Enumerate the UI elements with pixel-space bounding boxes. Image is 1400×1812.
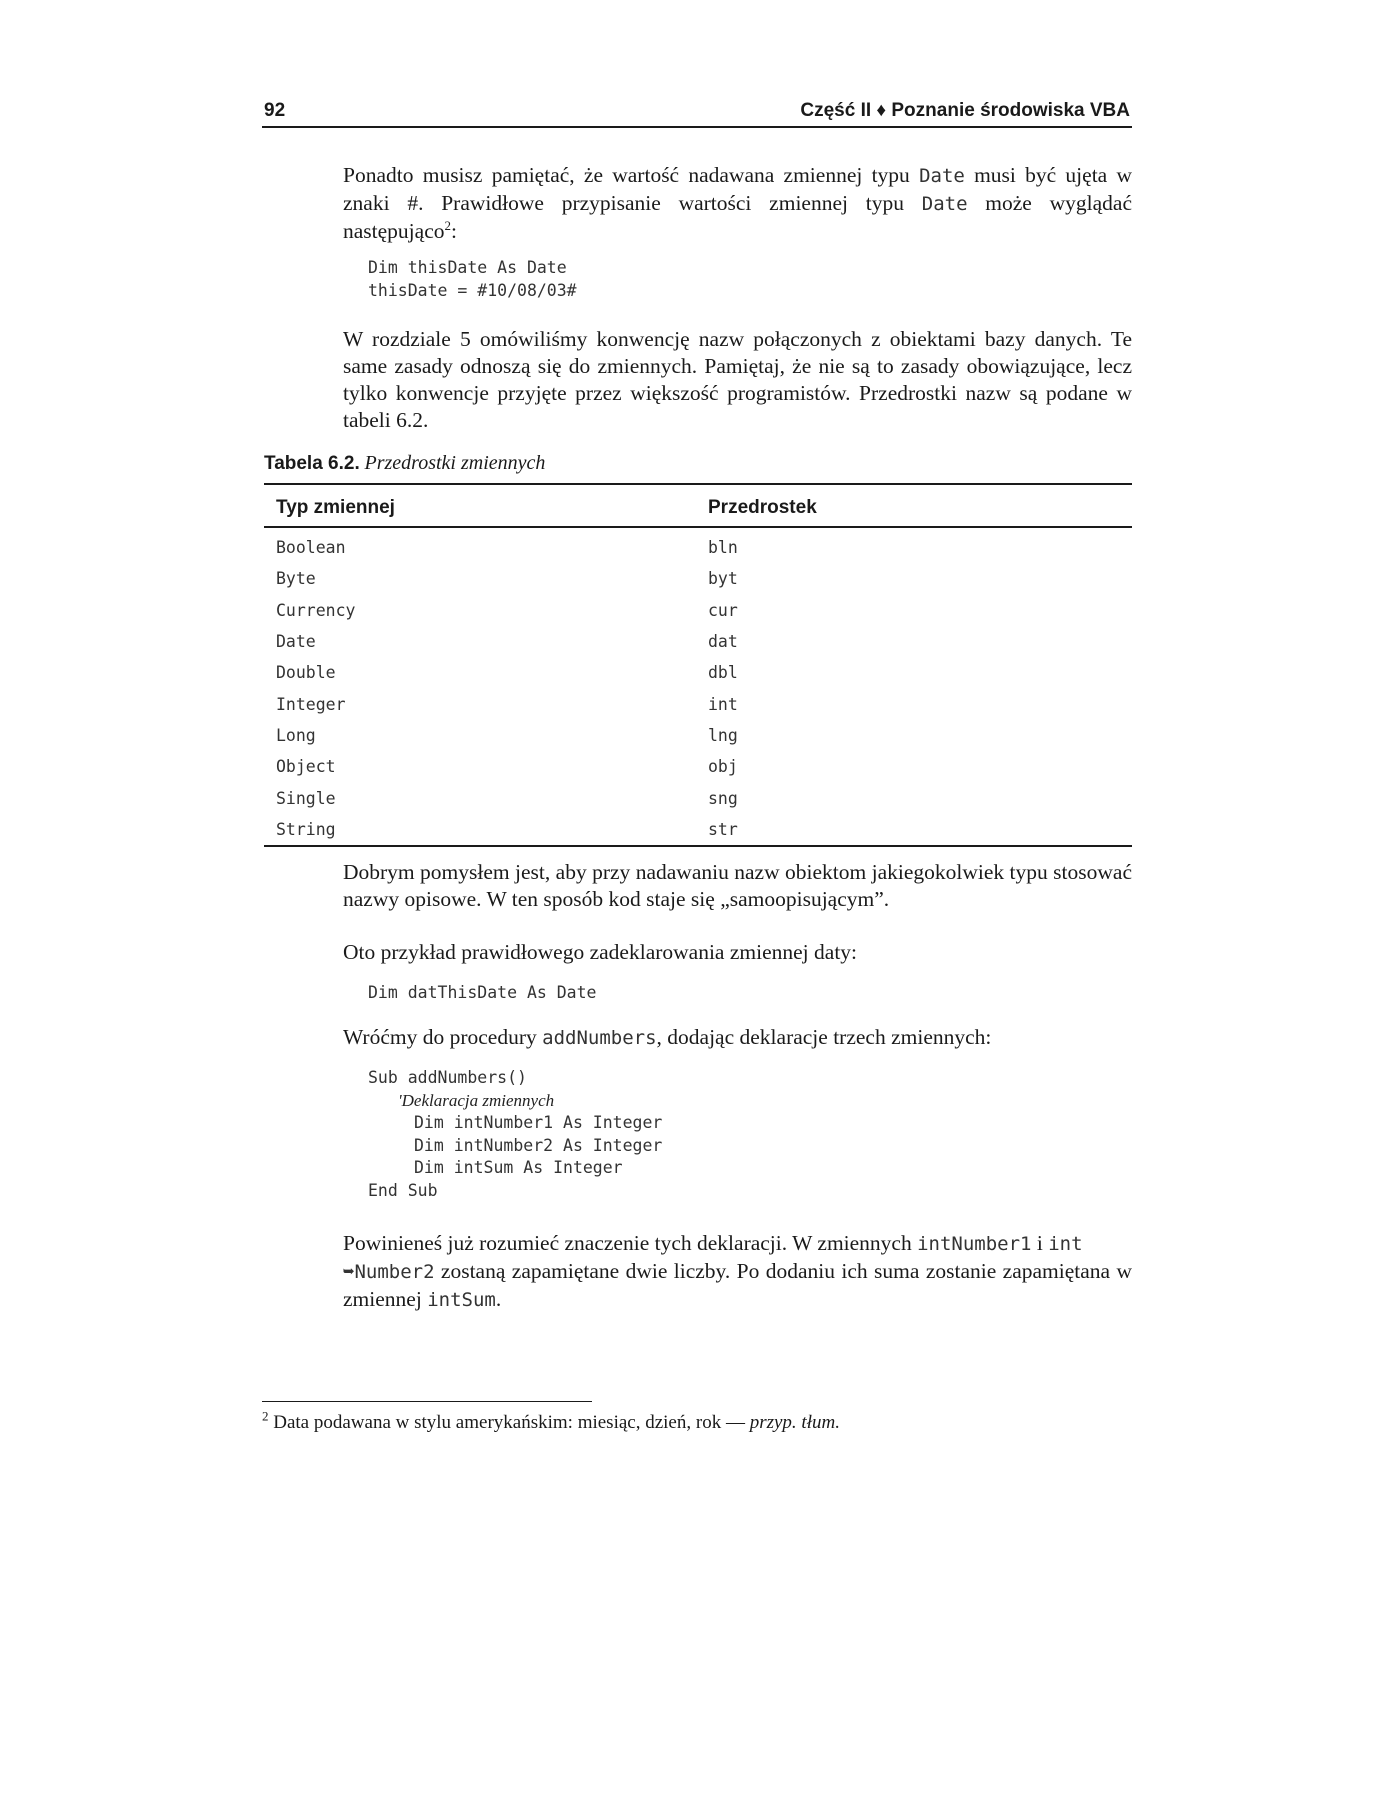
text-span: , dodając deklaracje trzech zmiennych: bbox=[656, 1025, 992, 1049]
inline-code: Date bbox=[921, 193, 968, 215]
footnote-text: Data podawana w stylu amerykańskim: miesiąc, dzień, rok — bbox=[268, 1412, 750, 1433]
table-caption bbox=[264, 452, 545, 475]
text-span: może wyglądać następująco bbox=[343, 191, 1132, 243]
cell-prefix: dbl bbox=[708, 663, 738, 683]
cell-type: Single bbox=[276, 788, 336, 808]
cell-type: Boolean bbox=[276, 538, 346, 558]
inline-code: intSum bbox=[427, 1289, 496, 1311]
paragraph-date-intro bbox=[343, 162, 1132, 245]
table-row bbox=[264, 720, 1132, 751]
column-header-type: Typ zmiennej bbox=[264, 484, 696, 527]
cell-prefix: cur bbox=[708, 600, 738, 620]
code-line: End Sub bbox=[368, 1180, 438, 1200]
paragraph-explanation bbox=[343, 1230, 1132, 1314]
column-header-prefix: Przedrostek bbox=[696, 484, 1132, 527]
inline-code: intNumber1 bbox=[917, 1233, 1032, 1255]
footnote-number: 2 bbox=[262, 1408, 269, 1424]
table-row bbox=[264, 814, 1132, 846]
paragraph-naming-convention: W rozdziale 5 omówiliśmy konwencję nazw połączonych z obiektami bazy danych. Te same zasady odnoszą się do zmiennych. Pamiętaj, że nie są to zasady obowiązujące, lecz tylko konwencje przyjęte przez większość programistów. Przedrostki nazw są podane w tabeli 6.2. bbox=[343, 327, 1132, 432]
text-span: Wróćmy do procedury bbox=[343, 1025, 543, 1049]
code-block-date bbox=[368, 257, 577, 302]
table-caption-title: Przedrostki zmiennych bbox=[364, 452, 546, 474]
line-continuation-icon: ➥ bbox=[343, 1261, 355, 1283]
text-span: Ponadto musisz pamiętać, że wartość nadawana zmiennej typu bbox=[343, 163, 920, 187]
footnote-divider bbox=[262, 1401, 592, 1402]
table-caption-label: Tabela 6.2. bbox=[264, 453, 360, 474]
prefix-table bbox=[264, 483, 1132, 847]
cell-type: Double bbox=[276, 663, 336, 683]
paragraph-descriptive-names: Dobrym pomysłem jest, aby przy nadawaniu nazw obiektom jakiegokolwiek typu stosować nazwy opisowe. W ten sposób kod staje się „samoopisującym”. bbox=[343, 860, 1132, 911]
cell-prefix: dat bbox=[708, 632, 738, 652]
cell-prefix: lng bbox=[708, 725, 738, 745]
table-row bbox=[264, 688, 1132, 719]
cell-prefix: bln bbox=[708, 538, 738, 558]
running-header bbox=[262, 96, 1132, 128]
code-block-dim-date: Dim datThisDate As Date bbox=[368, 983, 597, 1002]
cell-type: Long bbox=[276, 725, 316, 745]
text-span: : bbox=[451, 219, 457, 243]
code-line: thisDate = #10/08/03# bbox=[368, 280, 577, 300]
cell-prefix: obj bbox=[708, 757, 738, 777]
cell-type: Object bbox=[276, 757, 336, 777]
chapter-title: Część II ♦ Poznanie środowiska VBA bbox=[800, 100, 1130, 121]
code-line: Dim intSum As Integer bbox=[414, 1158, 623, 1177]
footnote-ref: 2 bbox=[444, 217, 451, 233]
code-line: Dim thisDate As Date bbox=[368, 258, 567, 277]
cell-type: Date bbox=[276, 632, 316, 652]
table-row bbox=[264, 527, 1132, 563]
page-number: 92 bbox=[264, 100, 286, 121]
code-comment: 'Deklaracja zmiennych bbox=[398, 1090, 555, 1110]
cell-type: String bbox=[264, 814, 696, 846]
table-row bbox=[264, 751, 1132, 782]
inline-code: Number2 bbox=[354, 1261, 435, 1283]
cell-type: Byte bbox=[276, 569, 316, 589]
cell-prefix: int bbox=[708, 694, 738, 714]
table-row bbox=[264, 626, 1132, 657]
code-line: Sub addNumbers() bbox=[368, 1068, 527, 1087]
text-span: zostaną zapamiętane dwie liczby. Po dodaniu ich suma zostanie zapamiętana w zmiennej bbox=[343, 1259, 1132, 1311]
paragraph-date-example: Oto przykład prawidłowego zadeklarowania zmiennej daty: bbox=[343, 940, 858, 964]
cell-prefix: str bbox=[696, 814, 1132, 846]
table-header-row bbox=[264, 484, 1132, 527]
table-row bbox=[264, 782, 1132, 813]
code-line: Dim intNumber2 As Integer bbox=[414, 1135, 663, 1155]
text-span: i bbox=[1031, 1231, 1049, 1255]
paragraph-addnumbers bbox=[343, 1024, 1132, 1052]
inline-code: int bbox=[1048, 1233, 1083, 1255]
code-line: Dim intNumber1 As Integer bbox=[414, 1113, 663, 1132]
cell-type: Integer bbox=[276, 694, 346, 714]
text-span: . bbox=[495, 1287, 502, 1311]
text-span: musi być ujęta w znaki #. Prawidłowe przypisanie wartości zmiennej typu bbox=[343, 163, 1132, 215]
inline-code: Date bbox=[919, 165, 965, 187]
cell-prefix: sng bbox=[708, 788, 738, 808]
footnote bbox=[262, 1408, 840, 1434]
cell-prefix: byt bbox=[708, 569, 738, 589]
text-span: Powinieneś już rozumieć znaczenie tych deklaracji. W zmiennych bbox=[343, 1231, 918, 1255]
table-row bbox=[264, 595, 1132, 626]
table-row bbox=[264, 657, 1132, 688]
table-row bbox=[264, 563, 1132, 594]
code-block-addnumbers bbox=[368, 1067, 662, 1202]
inline-code: addNumbers bbox=[542, 1027, 657, 1049]
cell-type: Currency bbox=[276, 600, 356, 620]
footnote-italic: przyp. tłum. bbox=[749, 1412, 840, 1433]
